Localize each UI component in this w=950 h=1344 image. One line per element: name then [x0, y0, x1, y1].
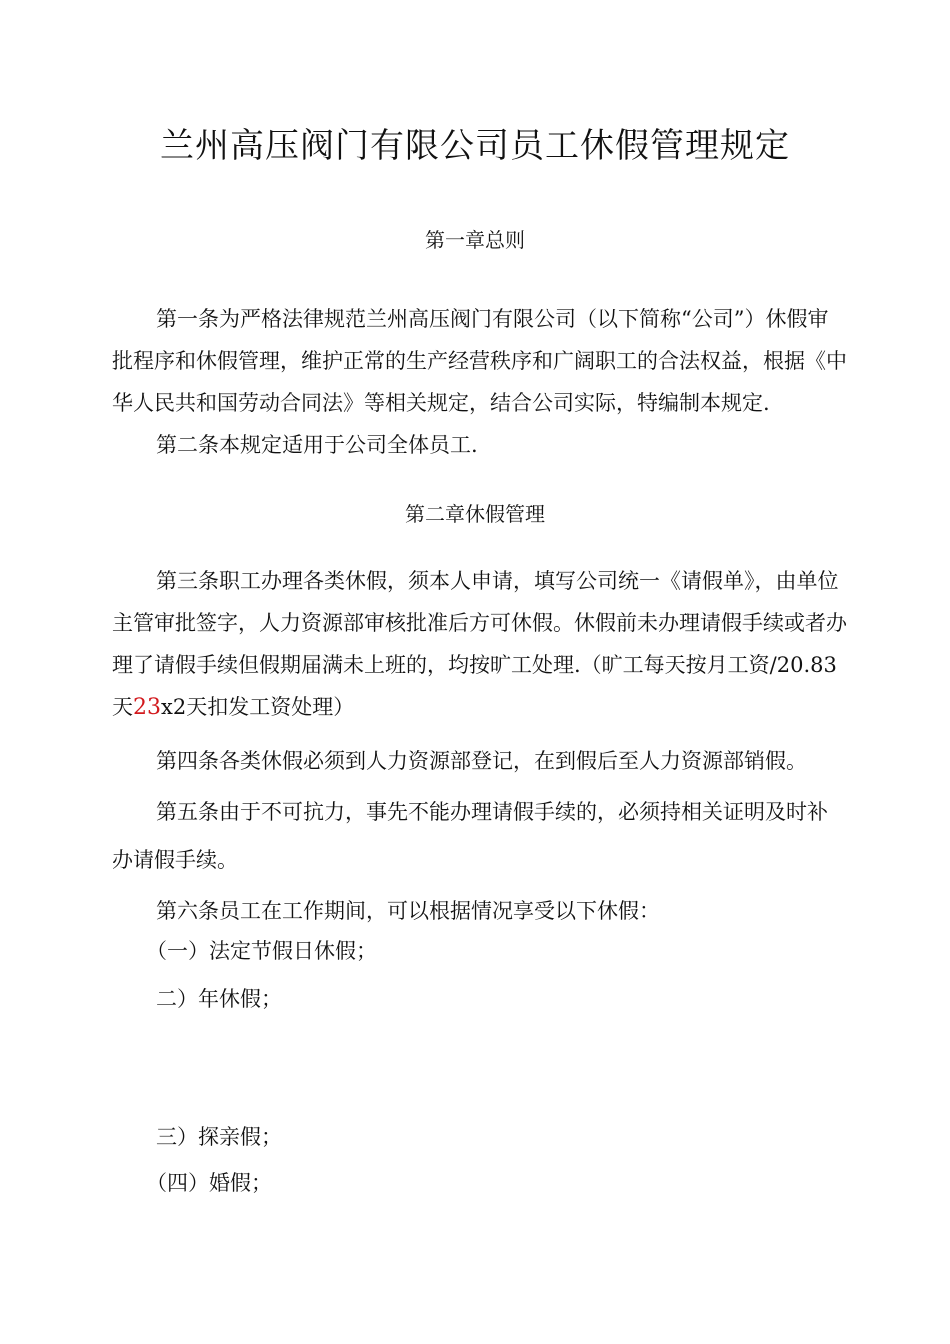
- article-6: 第六条员工在工作期间，可以根据情况享受以下休假：: [156, 899, 660, 923]
- article-5: 第五条由于不可抗力，事先不能办理请假手续的，必须持相关证明及时补办请假手续。: [112, 800, 828, 872]
- leave-item-4: （四）婚假；: [146, 1171, 272, 1195]
- chapter-heading-2: 第二章休假管理: [405, 502, 545, 526]
- article-3: [112, 560, 848, 729]
- article-1: 第一条为严格法律规范兰州高压阀门有限公司（以下简称“公司”）休假审批程序和休假管理，维护正常的生产经营秩序和广阔职工的合法权益，根据《中华人民共和国劳动合同法》等相关规定，结合公司实际，特编制本规定.: [112, 307, 847, 415]
- article-2: 第二条本规定适用于公司全体员工.: [156, 433, 478, 457]
- article-3-text: 第三条职工办理各类休假，须本人申请，填写公司统一《请假单》，由单位主管审批签字，人力资源部审核批准后方可休假。休假前未办理请假手续或者办理了请假手续但假期届满未上班的，均按旷工处理.（旷工每天按月工资/20.83天: [112, 569, 847, 719]
- chapter-heading-1: 第一章总则: [425, 228, 525, 252]
- article-3-text-end: x2天扣发工资处理）: [161, 695, 355, 719]
- leave-item-3: 三）探亲假；: [156, 1125, 282, 1149]
- document-title: 兰州高压阀门有限公司员工休假管理规定: [160, 126, 790, 166]
- article-3-red-number: 23: [133, 695, 161, 720]
- article-4: 第四条各类休假必须到人力资源部登记，在到假后至人力资源部销假。: [156, 749, 807, 773]
- leave-item-1: （一）法定节假日休假；: [146, 939, 377, 963]
- leave-item-2: 二）年休假；: [156, 987, 282, 1011]
